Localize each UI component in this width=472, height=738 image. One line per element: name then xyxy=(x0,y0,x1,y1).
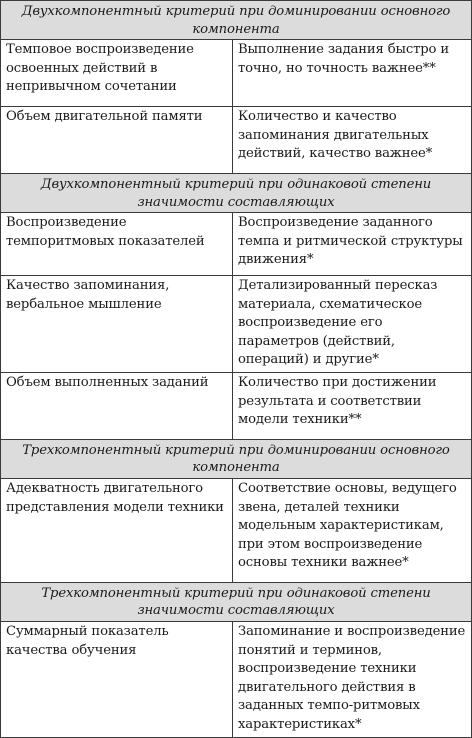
indicator-cell: Объем выполненных заданий xyxy=(1,372,233,439)
criterion-cell: Количество при достижении результата и соответствии модели техники** xyxy=(233,372,472,439)
section-header-row xyxy=(1,582,472,621)
section-title: Трехкомпонентный критерий при доминировании основного компонента xyxy=(1,439,472,478)
table-row xyxy=(1,213,472,276)
indicator-cell: Темповое воспроизведение освоенных действий в непривычном сочетании xyxy=(1,40,233,107)
section-title: Двухкомпонентный критерий при доминировании основного компонента xyxy=(1,1,472,40)
criterion-cell: Соответствие основы, ведущего звена, деталей техники модельным характеристикам, при этом воспроизведение основы техники важнее* xyxy=(233,478,472,582)
table-row xyxy=(1,478,472,582)
table-row xyxy=(1,621,472,737)
table-row xyxy=(1,40,472,107)
section-header-row xyxy=(1,439,472,478)
table-row xyxy=(1,107,472,174)
indicator-cell: Объем двигательной памяти xyxy=(1,107,233,174)
indicator-cell: Воспроизведение темпоритмовых показателей xyxy=(1,213,233,276)
section-header-row xyxy=(1,1,472,40)
section-header-row xyxy=(1,174,472,213)
criterion-cell: Количество и качество запоминания двигательных действий, качество важнее* xyxy=(233,107,472,174)
criterion-cell: Детализированный пересказ материала, схематическое воспроизведение его параметров (действий, операций) и другие* xyxy=(233,276,472,373)
table-row xyxy=(1,276,472,373)
section-title: Двухкомпонентный критерий при одинаковой степени значимости составляющих xyxy=(1,174,472,213)
indicator-cell: Суммарный показатель качества обучения xyxy=(1,621,233,737)
indicator-cell: Адекватность двигательного представления модели техники xyxy=(1,478,233,582)
criterion-cell: Выполнение задания быстро и точно, но точность важнее** xyxy=(233,40,472,107)
criterion-cell: Воспроизведение заданного темпа и ритмической структуры движения* xyxy=(233,213,472,276)
section-title: Трехкомпонентный критерий при одинаковой степени значимости составляющих xyxy=(1,582,472,621)
table-row xyxy=(1,372,472,439)
criterion-cell: Запоминание и воспроизведение понятий и терминов, воспроизведение техники двигательного действия в заданных темпо-ритмовых характеристиках* xyxy=(233,621,472,737)
indicator-cell: Качество запоминания, вербальное мышление xyxy=(1,276,233,373)
